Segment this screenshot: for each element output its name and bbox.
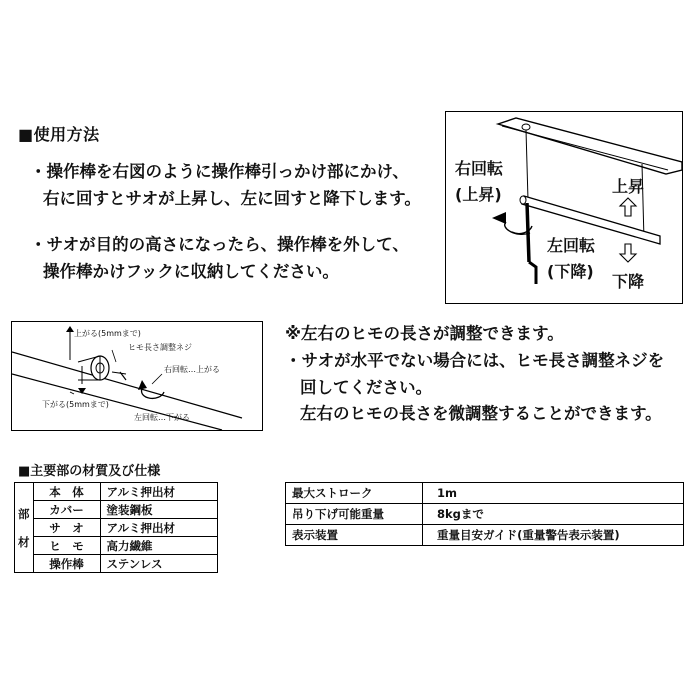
materials-table [14,482,218,573]
note-line3: 回してください。 [300,378,432,397]
group-label-cell [15,483,34,573]
usage-para2-line2: 操作棒かけフックに収納してください。 [43,262,339,281]
spec-value-cell: 8kgまで [423,504,684,525]
note-line1: ※左右のヒモの長さが調整できます。 [285,324,564,343]
main-diagram-frame [445,111,683,304]
table-row [15,519,218,537]
material-cell: ステンレス [100,555,217,573]
group-label-bottom: 材 [18,534,30,549]
usage-para1-line1: ・操作棒を右図のように操作棒引っかけ部にかけ、 [30,162,409,181]
up-label: 上昇 [612,177,645,196]
part-cell: カバー [33,501,100,519]
material-cell: アルミ押出材 [100,483,217,501]
specs-heading: ■主要部の材質及び仕様 [18,464,161,479]
table-row [286,525,684,546]
adjust-up-label: 上がる(5mmまで) [74,329,141,338]
down-label: 下降 [612,272,645,291]
usage-para2-line1: ・サオが目的の高さになったら、操作棒を外して、 [30,235,409,254]
material-cell: 塗装鋼板 [100,501,217,519]
table-row [15,555,218,573]
adjust-right-rot-label: 右回転…上がる [164,365,220,374]
part-cell: 操作棒 [33,555,100,573]
specifications-table [285,482,684,546]
spec-label-cell: 吊り下げ可能重量 [286,504,423,525]
table-row [15,483,218,501]
part-cell: ヒ モ [33,537,100,555]
note-line2: ・サオが水平でない場合には、ヒモ長さ調整ネジを [285,351,665,370]
adjust-left-rot-label: 左回転…下がる [134,413,190,422]
spec-label-cell: 最大ストローク [286,483,423,504]
right-turn-paren: (上昇) [455,185,502,204]
table-row [286,483,684,504]
table-row [15,501,218,519]
note-line4: 左右のヒモの長さを微調整することができます。 [300,404,662,423]
material-cell: 高力繊維 [100,537,217,555]
usage-para1-line2: 右に回すとサオが上昇し、左に回すと降下します。 [43,189,421,208]
adjust-screw-label: ヒモ長さ調整ネジ [128,343,192,352]
left-turn-paren: (下降) [547,262,594,281]
usage-heading: ■使用方法 [18,125,100,144]
adjust-down-label: 下がる(5mmまで) [42,400,109,409]
spec-value-cell: 1m [423,483,684,504]
table-row [286,504,684,525]
right-turn-label: 右回転 [455,159,504,178]
table-row [15,537,218,555]
spec-label-cell: 表示装置 [286,525,423,546]
part-cell: サ オ [33,519,100,537]
adjust-diagram-frame [11,321,263,431]
material-cell: アルミ押出材 [100,519,217,537]
part-cell: 本 体 [33,483,100,501]
spec-value-cell: 重量目安ガイド(重量警告表示装置) [423,525,684,546]
left-turn-label: 左回転 [547,236,596,255]
group-label-top: 部 [18,506,30,521]
